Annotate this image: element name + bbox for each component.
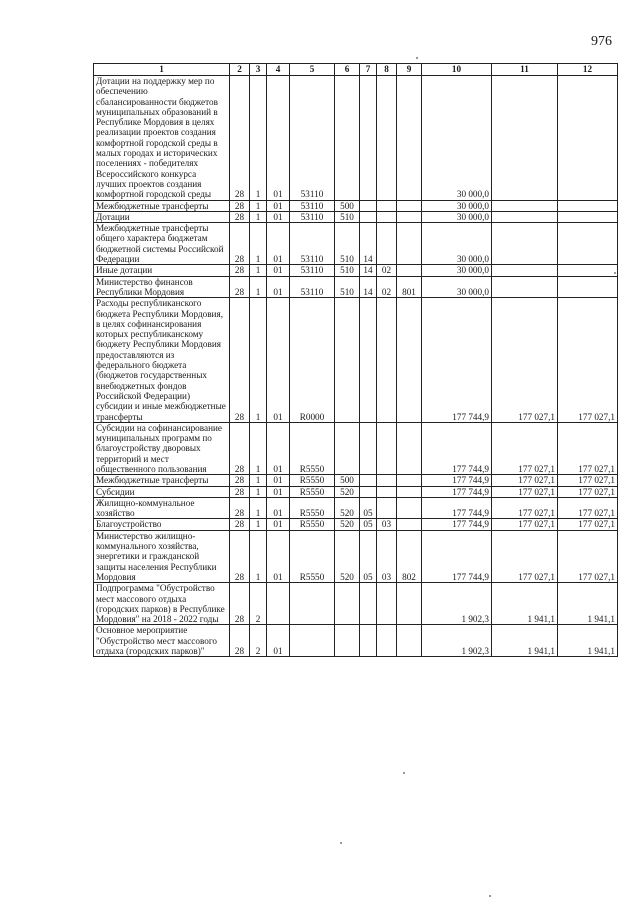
table-row (94, 298, 618, 423)
table-row (94, 276, 618, 298)
table-cell: 02 (377, 276, 397, 298)
table-cell: 177 027,1 (492, 519, 558, 530)
table-cell: 1 (250, 298, 267, 423)
table-cell: 500 (335, 200, 360, 211)
table-cell: 510 (335, 265, 360, 276)
table-cell: 01 (267, 519, 290, 530)
table-row (94, 486, 618, 497)
table-cell: 177 027,1 (492, 530, 558, 582)
table-cell (492, 76, 558, 201)
table-cell: 1 941,1 (558, 583, 618, 625)
table-cell (558, 265, 618, 276)
table-cell (397, 200, 422, 211)
table-cell: 01 (267, 497, 290, 519)
col-header: 8 (377, 64, 397, 76)
table-cell: R5550 (290, 422, 335, 474)
table-cell (558, 76, 618, 201)
col-header: 4 (267, 64, 290, 76)
table-cell (290, 583, 335, 625)
col-header: 7 (360, 64, 377, 76)
table-cell (397, 583, 422, 625)
table-cell: 53110 (290, 200, 335, 211)
table-row (94, 475, 618, 486)
table-row (94, 422, 618, 474)
table-cell: 05 (360, 497, 377, 519)
table-cell (558, 211, 618, 222)
table-cell (360, 211, 377, 222)
table-cell (397, 223, 422, 265)
row-name-cell: Субсидии (94, 486, 230, 497)
table-cell: 177 027,1 (558, 530, 618, 582)
table-row (94, 625, 618, 657)
row-name-cell: Расходы республиканского бюджета Республики Мордовия, в целях софинансирования которых республиканскому бюджету Республики Мордовия предоставляются из федерального бюджета (бюджетов государственных внебюджетных фондов Российской Федерации) субсидии и иные межбюджетные трансферты (94, 298, 230, 423)
table-cell: 28 (230, 211, 250, 222)
header-row (94, 64, 618, 76)
table-cell: 177 744,9 (422, 298, 492, 423)
table-cell: 1 (250, 211, 267, 222)
table-cell: R5550 (290, 475, 335, 486)
table-cell: 30 000,0 (422, 265, 492, 276)
table-cell: 520 (335, 486, 360, 497)
table-cell (492, 211, 558, 222)
table-cell: 1 (250, 223, 267, 265)
table-cell (377, 583, 397, 625)
table-cell: 510 (335, 276, 360, 298)
table-cell: 177 027,1 (558, 298, 618, 423)
table-row (94, 519, 618, 530)
row-name-cell: Межбюджетные трансферты (94, 200, 230, 211)
table-cell: R5550 (290, 530, 335, 582)
table-cell (335, 422, 360, 474)
table-cell (397, 76, 422, 201)
table-cell: 500 (335, 475, 360, 486)
table-cell (360, 422, 377, 474)
table-cell (335, 625, 360, 657)
table-cell: 177 744,9 (422, 422, 492, 474)
table-cell: 28 (230, 625, 250, 657)
row-name-cell: Дотации на поддержку мер по обеспечению сбалансированности бюджетов муниципальных образований в Республике Мордовия в целях реализации проектов создания комфортной городской среды в малых городах и исторических поселениях - победителях Всероссийского конкурса лучших проектов создания комфортной городской среды (94, 76, 230, 201)
table-cell: 1 902,3 (422, 583, 492, 625)
table-cell: R5550 (290, 497, 335, 519)
table-cell: 05 (360, 519, 377, 530)
table-cell (377, 422, 397, 474)
table-cell: 177 744,9 (422, 519, 492, 530)
table-cell: 30 000,0 (422, 200, 492, 211)
table-cell: 1 (250, 265, 267, 276)
col-header: 11 (492, 64, 558, 76)
col-header: 3 (250, 64, 267, 76)
table-cell (397, 475, 422, 486)
table-cell: 01 (267, 200, 290, 211)
table-cell: 01 (267, 475, 290, 486)
table-cell (335, 583, 360, 625)
table-cell: 28 (230, 298, 250, 423)
table-cell (492, 276, 558, 298)
table-cell: 177 027,1 (492, 497, 558, 519)
table-cell: 03 (377, 519, 397, 530)
table-cell (360, 475, 377, 486)
table-cell: 01 (267, 422, 290, 474)
scan-speck (340, 842, 342, 844)
row-name-cell: Дотации (94, 211, 230, 222)
table-cell: 53110 (290, 276, 335, 298)
table-cell: 1 902,3 (422, 625, 492, 657)
table-cell: 28 (230, 200, 250, 211)
table-cell: 28 (230, 76, 250, 201)
col-header: 1 (94, 64, 230, 76)
table-cell: R5550 (290, 519, 335, 530)
table-cell (267, 583, 290, 625)
table-cell (377, 211, 397, 222)
table-cell: 28 (230, 223, 250, 265)
col-header: 9 (397, 64, 422, 76)
table-cell: 28 (230, 519, 250, 530)
table-cell (335, 298, 360, 423)
table-cell (397, 265, 422, 276)
table-cell: 01 (267, 211, 290, 222)
table-cell: 510 (335, 223, 360, 265)
table-cell (377, 298, 397, 423)
col-header: 2 (230, 64, 250, 76)
row-name-cell: Министерство жилищно-коммунального хозяйства, энергетики и гражданской защиты населения Республики Мордовия (94, 530, 230, 582)
table-cell: 510 (335, 211, 360, 222)
table-cell: 01 (267, 486, 290, 497)
table-row (94, 223, 618, 265)
table-cell (290, 625, 335, 657)
table-cell (377, 223, 397, 265)
table-cell: 30 000,0 (422, 211, 492, 222)
table-cell (377, 497, 397, 519)
row-name-cell: Субсидии на софинансирование муниципальных программ по благоустройству дворовых территорий и мест общественного пользования (94, 422, 230, 474)
table-cell: 177 744,9 (422, 486, 492, 497)
table-cell: 30 000,0 (422, 76, 492, 201)
table-cell: 1 (250, 497, 267, 519)
table-cell: 2 (250, 583, 267, 625)
table-cell: 1 941,1 (558, 625, 618, 657)
table-cell (360, 583, 377, 625)
table-cell: R0000 (290, 298, 335, 423)
col-header: 10 (422, 64, 492, 76)
table-cell: 177 027,1 (492, 475, 558, 486)
budget-table (93, 63, 618, 657)
table-cell (377, 200, 397, 211)
table-cell: 802 (397, 530, 422, 582)
table-cell: 1 (250, 475, 267, 486)
table-cell: 177 744,9 (422, 497, 492, 519)
table-row (94, 265, 618, 276)
table-cell (360, 298, 377, 423)
table-cell (558, 223, 618, 265)
table-cell: 177 027,1 (558, 497, 618, 519)
table-cell: 01 (267, 223, 290, 265)
table-cell (397, 497, 422, 519)
table-cell (360, 76, 377, 201)
table-row (94, 583, 618, 625)
table-cell: 1 941,1 (492, 583, 558, 625)
table-cell: 01 (267, 76, 290, 201)
table-cell (360, 200, 377, 211)
table-cell (397, 298, 422, 423)
scan-speck (403, 772, 405, 774)
table-cell: 520 (335, 497, 360, 519)
table-cell: 177 027,1 (492, 486, 558, 497)
table-cell: 14 (360, 223, 377, 265)
row-name-cell: Межбюджетные трансферты общего характера бюджетам бюджетной системы Российской Федерации (94, 223, 230, 265)
row-name-cell: Жилищно-коммунальное хозяйство (94, 497, 230, 519)
table-cell: 520 (335, 519, 360, 530)
table-cell: 28 (230, 475, 250, 486)
row-name-cell: Иные дотации (94, 265, 230, 276)
table-cell (558, 200, 618, 211)
scan-speck (416, 57, 418, 59)
page-number: 976 (591, 34, 612, 49)
table-cell (397, 211, 422, 222)
table-cell (558, 276, 618, 298)
table-cell: 14 (360, 265, 377, 276)
table-cell: 28 (230, 583, 250, 625)
table-cell: 28 (230, 530, 250, 582)
table-cell: 1 941,1 (492, 625, 558, 657)
row-name-cell: Подпрограмма "Обустройство мест массового отдыха (городских парков) в Республике Мордовия" на 2018 - 2022 годы (94, 583, 230, 625)
table-cell: 02 (377, 265, 397, 276)
table-row (94, 530, 618, 582)
table-cell (397, 625, 422, 657)
table-cell: 05 (360, 530, 377, 582)
table-cell (397, 422, 422, 474)
table-row (94, 200, 618, 211)
table-row (94, 76, 618, 201)
table-cell (377, 625, 397, 657)
table-cell: 01 (267, 625, 290, 657)
table-cell: 1 (250, 276, 267, 298)
table-cell: 1 (250, 486, 267, 497)
table-cell (492, 223, 558, 265)
table-cell: 1 (250, 200, 267, 211)
row-name-cell: Министерство финансов Республики Мордовия (94, 276, 230, 298)
row-name-cell: Благоустройство (94, 519, 230, 530)
table-cell: 53110 (290, 223, 335, 265)
table-cell (360, 486, 377, 497)
table-cell: 1 (250, 422, 267, 474)
table-cell: 53110 (290, 76, 335, 201)
table-cell: 30 000,0 (422, 223, 492, 265)
table-cell: 01 (267, 265, 290, 276)
table-cell: 177 027,1 (558, 422, 618, 474)
table-cell: 01 (267, 298, 290, 423)
table-cell: 01 (267, 530, 290, 582)
table-cell: 53110 (290, 265, 335, 276)
table-cell: 28 (230, 276, 250, 298)
table-cell: 177 027,1 (492, 298, 558, 423)
table-cell: 177 027,1 (558, 475, 618, 486)
table-cell: 1 (250, 76, 267, 201)
col-header: 6 (335, 64, 360, 76)
table-cell (397, 486, 422, 497)
table-cell: 177 027,1 (558, 486, 618, 497)
col-header: 5 (290, 64, 335, 76)
table-cell: R5550 (290, 486, 335, 497)
table-cell: 03 (377, 530, 397, 582)
table-cell: 53110 (290, 211, 335, 222)
row-name-cell: Основное мероприятие "Обустройство мест массового отдыха (городских парков)" (94, 625, 230, 657)
table-cell: 30 000,0 (422, 276, 492, 298)
table-cell: 177 744,9 (422, 475, 492, 486)
scan-speck (489, 895, 491, 897)
scan-speck (614, 272, 616, 274)
table-cell (397, 519, 422, 530)
table-row (94, 211, 618, 222)
col-header: 12 (558, 64, 618, 76)
table-cell (360, 625, 377, 657)
table-cell (377, 475, 397, 486)
table-cell: 177 027,1 (558, 519, 618, 530)
table-cell: 28 (230, 497, 250, 519)
table-cell (377, 486, 397, 497)
table-cell (335, 76, 360, 201)
table-cell (377, 76, 397, 201)
table-cell: 01 (267, 276, 290, 298)
table-cell: 520 (335, 530, 360, 582)
table-cell: 14 (360, 276, 377, 298)
table-cell (492, 200, 558, 211)
table-row (94, 497, 618, 519)
table-cell: 177 744,9 (422, 530, 492, 582)
table-cell: 28 (230, 486, 250, 497)
table-cell: 801 (397, 276, 422, 298)
table-cell (492, 265, 558, 276)
table-cell: 28 (230, 265, 250, 276)
table-cell: 177 027,1 (492, 422, 558, 474)
table-cell: 2 (250, 625, 267, 657)
table-cell: 28 (230, 422, 250, 474)
table-cell: 1 (250, 519, 267, 530)
table-cell: 1 (250, 530, 267, 582)
row-name-cell: Межбюджетные трансферты (94, 475, 230, 486)
